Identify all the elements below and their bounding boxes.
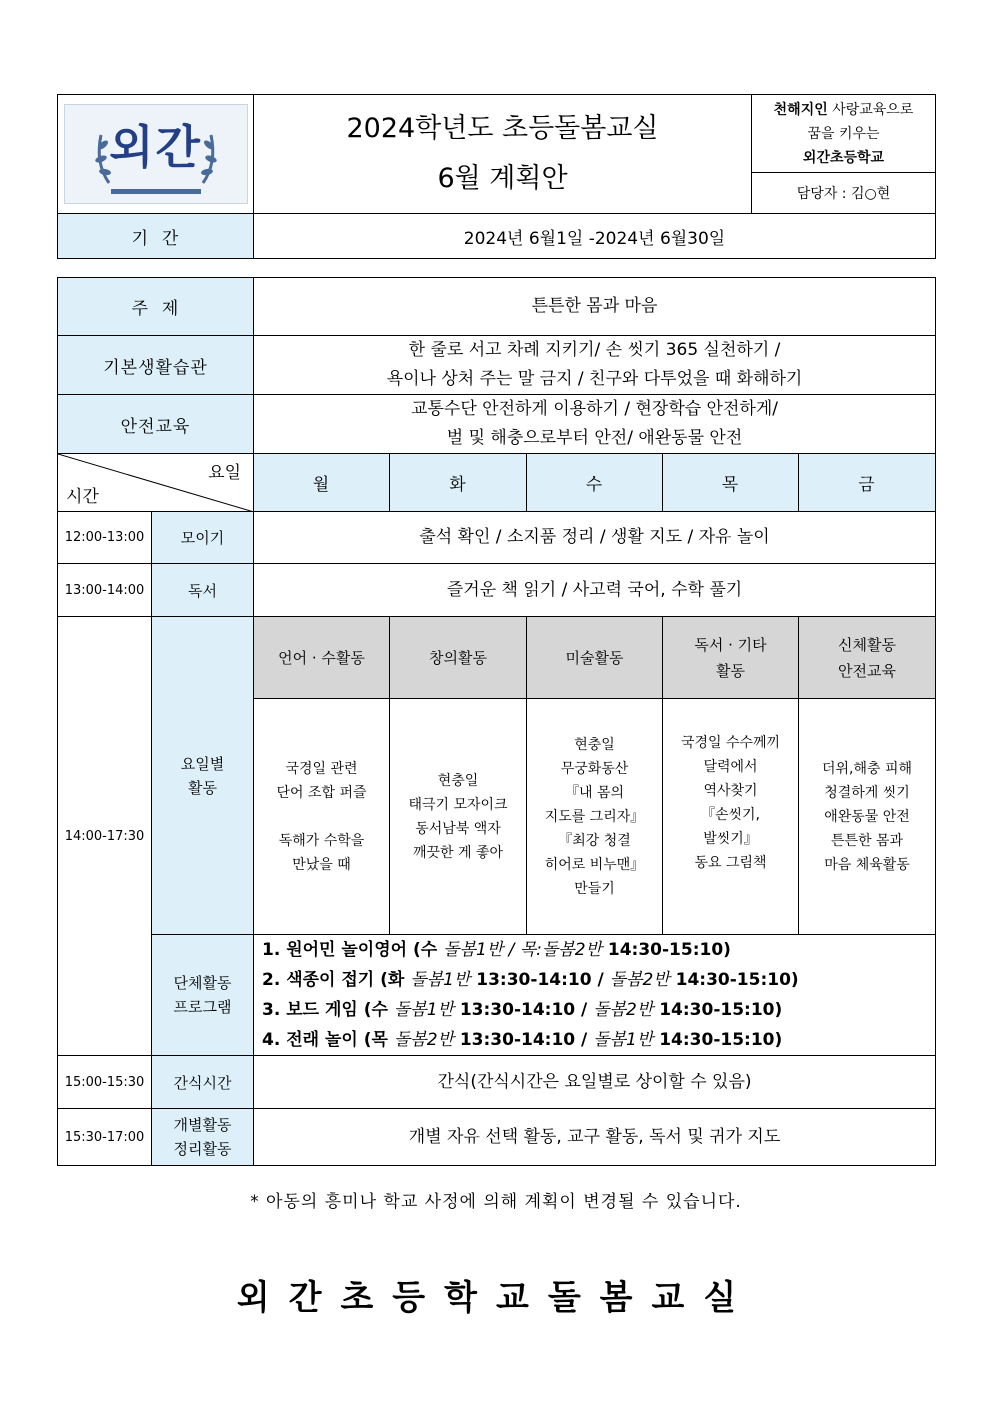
logo-cell [58, 95, 254, 214]
activity-line: 태극기 모자이크 [408, 796, 508, 813]
program-time: 14:30-15:10) [669, 970, 799, 990]
content-reading: 즐거운 책 읽기 / 사고력 국어, 수학 풀기 [254, 564, 936, 617]
theme-value: 튼튼한 몸과 마음 [254, 278, 936, 336]
motto-bold: 천해지인 [773, 101, 828, 118]
label-gather: 모이기 [152, 512, 254, 564]
program-text: 2. 색종이 접기 (화 [262, 970, 411, 990]
time-gather: 12:00-13:00 [58, 512, 152, 564]
activity-line [254, 805, 389, 829]
activity-line: 청결하게 씻기 [824, 784, 910, 801]
program-time: 14:30-15:10) [653, 1030, 783, 1050]
corner-day-label: 요일 [208, 463, 241, 483]
program-class: 돌봄1반 / 목:돌봄2반 [443, 940, 602, 960]
program-class: 돌봄1반 [393, 1000, 454, 1020]
habits-label: 기본생활습관 [58, 336, 254, 395]
manager-cell: 담당자 : 김○현 [752, 173, 936, 214]
label-individual [152, 1109, 254, 1166]
safety-value [254, 395, 936, 454]
group-label-1: 단체활동 [173, 974, 232, 992]
habits-line-2: 욕이나 상처 주는 말 금지 / 친구와 다투었을 때 화해하기 [386, 369, 803, 389]
category-text: 신체활동 [838, 635, 896, 654]
activity-line: 튼튼한 몸과 [830, 832, 904, 849]
activity-line: 국경일 관련 [285, 760, 358, 777]
category-text: 언어 · 수활동 [278, 649, 365, 667]
program-class: 돌봄2반 [609, 970, 670, 990]
program-text: 3. 보드 게임 (수 [262, 1000, 394, 1020]
program-item [262, 965, 935, 995]
motto-line-1 [752, 98, 935, 122]
motto-rest: 사랑교육으로 [827, 101, 914, 118]
day-friday: 금 [799, 454, 936, 512]
day-monday: 월 [254, 454, 390, 512]
group-program-list [254, 935, 936, 1056]
footer-school-name: 외간초등학교돌봄교실 [236, 1278, 756, 1318]
category-text: 독서 · 기타 [694, 635, 767, 654]
period-value: 2024년 6월1일 -2024년 6월30일 [254, 214, 936, 259]
activity-line: 깨끗한 게 좋아 [412, 844, 504, 861]
category-text: 창의활동 [429, 649, 487, 667]
header-table [57, 94, 936, 259]
habits-value [254, 336, 936, 395]
activity-line: 지도를 그리자』 [544, 808, 645, 825]
content-gather: 출석 확인 / 소지품 정리 / 생활 지도 / 자유 놀이 [254, 512, 936, 564]
label-daily-activities [152, 617, 254, 935]
label-snack: 간식시간 [152, 1056, 254, 1109]
category-text-2: 활동 [716, 661, 745, 680]
category-text: 미술활동 [565, 649, 624, 667]
activity-line: 동서남북 액자 [415, 820, 501, 837]
school-name: 외간초등학교 [802, 149, 885, 166]
program-time: 13:30-14:10 / [453, 1030, 594, 1050]
activity-monday [254, 699, 390, 935]
category-art [527, 617, 663, 699]
activity-line: 무궁화동산 [560, 760, 629, 777]
activity-line: 현충일 [437, 772, 479, 789]
activity-line: 독해가 수학을 [278, 832, 365, 849]
program-time: 14:30-15:10) [653, 1000, 783, 1020]
program-text: 1. 원어민 놀이영어 (수 [262, 940, 444, 960]
theme-label: 주 제 [58, 278, 254, 336]
time-activities: 14:00-17:30 [58, 617, 152, 1056]
daily-label-2: 활동 [188, 778, 217, 797]
footer-note: * 아동의 흥미나 학교 사정에 의해 계획이 변경될 수 있습니다. [250, 1192, 742, 1212]
motto-cell [752, 95, 936, 173]
time-reading: 13:00-14:00 [58, 564, 152, 617]
page-subtitle: 6월 계획안 [437, 163, 568, 194]
plan-table [57, 277, 936, 1166]
activity-line: 만들기 [574, 880, 615, 897]
content-snack: 간식(간식시간은 요일별로 상이할 수 있음) [254, 1056, 936, 1109]
day-tuesday: 화 [390, 454, 527, 512]
program-item [262, 1025, 935, 1055]
corner-time-label: 시간 [66, 487, 99, 507]
program-time: 14:30-15:10) [601, 940, 731, 960]
category-language-math [254, 617, 390, 699]
program-time: 13:30-14:10 / [453, 1000, 594, 1020]
activity-line: 동요 그림책 [694, 855, 767, 871]
activity-line: 발씻기』 [703, 831, 758, 847]
safety-line-2: 벌 및 해충으로부터 안전/ 애완동물 안전 [446, 428, 743, 448]
group-label-2: 프로그램 [173, 998, 232, 1016]
day-time-corner [58, 454, 254, 512]
program-item [262, 935, 935, 965]
daily-label-1: 요일별 [180, 754, 225, 773]
activity-line: 현충일 [574, 736, 615, 753]
activity-line: 『내 몸의 [564, 784, 625, 801]
time-snack: 15:00-15:30 [58, 1056, 152, 1109]
program-class: 돌봄2반 [593, 1000, 654, 1020]
program-item [262, 995, 935, 1025]
period-label: 기 간 [58, 214, 254, 259]
category-creative [390, 617, 527, 699]
activity-line: 『최강 청결 [558, 832, 631, 849]
program-text: 4. 전래 놀이 (목 [262, 1030, 394, 1050]
activity-line: 애완동물 안전 [824, 808, 910, 825]
activity-line: 단어 조합 퍼즐 [276, 784, 367, 801]
label-group-program [152, 935, 254, 1056]
individual-label-2: 정리활동 [173, 1140, 232, 1158]
activity-wednesday [527, 699, 663, 935]
logo-text: 외간 [109, 120, 202, 174]
activity-line: 역사찾기 [703, 783, 758, 799]
activity-tuesday [390, 699, 527, 935]
category-reading-etc [663, 617, 799, 699]
program-time: 13:30-14:10 / [470, 970, 610, 990]
activity-friday [799, 699, 936, 935]
time-individual: 15:30-17:00 [58, 1109, 152, 1166]
day-thursday: 목 [663, 454, 799, 512]
label-reading: 독서 [152, 564, 254, 617]
activity-thursday [663, 699, 799, 935]
program-class: 돌봄2반 [393, 1030, 454, 1050]
title-cell [254, 95, 752, 214]
habits-line-1: 한 줄로 서고 차례 지키기/ 손 씻기 365 실천하기 / [408, 340, 781, 360]
activity-line: 국경일 수수께끼 [680, 735, 781, 751]
activity-line: 더위,해충 피해 [822, 760, 913, 777]
page-title: 2024학년도 초등돌봄교실 [346, 113, 659, 144]
activity-line: 『손씻기, [700, 807, 761, 823]
program-class: 돌봄1반 [593, 1030, 654, 1050]
safety-label: 안전교육 [58, 395, 254, 454]
activity-line: 만났을 때 [292, 856, 351, 873]
category-text-2: 안전교육 [838, 661, 896, 680]
activity-line: 히어로 비누맨』 [544, 856, 645, 873]
activity-line: 마음 체육활동 [824, 856, 910, 873]
day-wednesday: 수 [527, 454, 663, 512]
individual-label-1: 개별활동 [173, 1116, 232, 1134]
program-class: 돌봄1반 [410, 970, 471, 990]
activity-line: 달력에서 [703, 759, 758, 775]
motto-line-2: 꿈을 키우는 [807, 125, 880, 142]
safety-line-1: 교통수단 안전하게 이용하기 / 현장학습 안전하게/ [411, 399, 778, 419]
content-individual: 개별 자유 선택 활동, 교구 활동, 독서 및 귀가 지도 [254, 1109, 936, 1166]
school-logo [64, 104, 248, 204]
category-physical-safety [799, 617, 936, 699]
